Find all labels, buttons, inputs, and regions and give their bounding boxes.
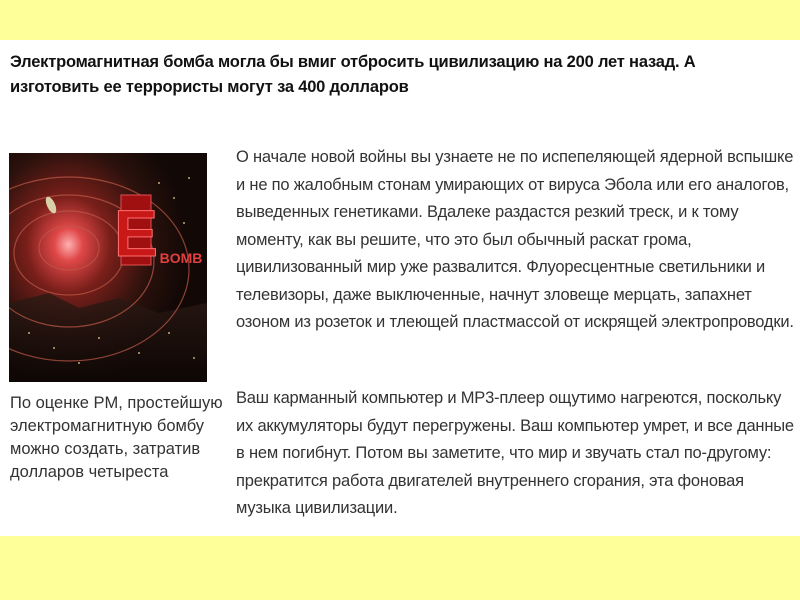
paragraph-1: О начале новой войны вы узнаете не по испепеляющей ядерной вспышке и не по жалобным стонам умирающих от вируса Эбола или его аналогов, выведенных генетиками. Вдалеке раздастся резкий треск, и к тому моменту, как вы решите, что это был обычный раскат грома, цивилизованный мир уже развалится. Флуоресцентные светильники и телевизоры, даже выключенные, начнут зловеще мерцать, запахнет озоном из розеток и тлеющей пластмассой от искрящей электропроводки.: [236, 148, 794, 331]
ebomb-logo-word: BOMB: [159, 250, 203, 266]
headline: Электромагнитная бомба могла бы вмиг отбросить цивилизацию на 200 лет назад. А изготовить ее террористы могут за 400 долларов: [10, 53, 696, 96]
ebomb-logo-letter: E: [113, 196, 159, 270]
figure-caption: По оценке PM, простейшую электромагнитную бомбу можно создать, затратив долларов четыреста: [10, 394, 223, 481]
paragraph-2: Ваш карманный компьютер и MP3-плеер ощутимо нагреются, поскольку их аккумуляторы будут перегружены. Ваш компьютер умрет, и все данные в нем погибнут. Потом вы заметите, что мир и звучать стал по-другому: прекратится работа двигателей внутреннего сгорания, эта фоновая музыка цивилизации.: [236, 389, 794, 517]
slide: [0, 40, 800, 536]
ebomb-illustration-art: [9, 153, 207, 382]
ebomb-illustration: [9, 153, 207, 382]
